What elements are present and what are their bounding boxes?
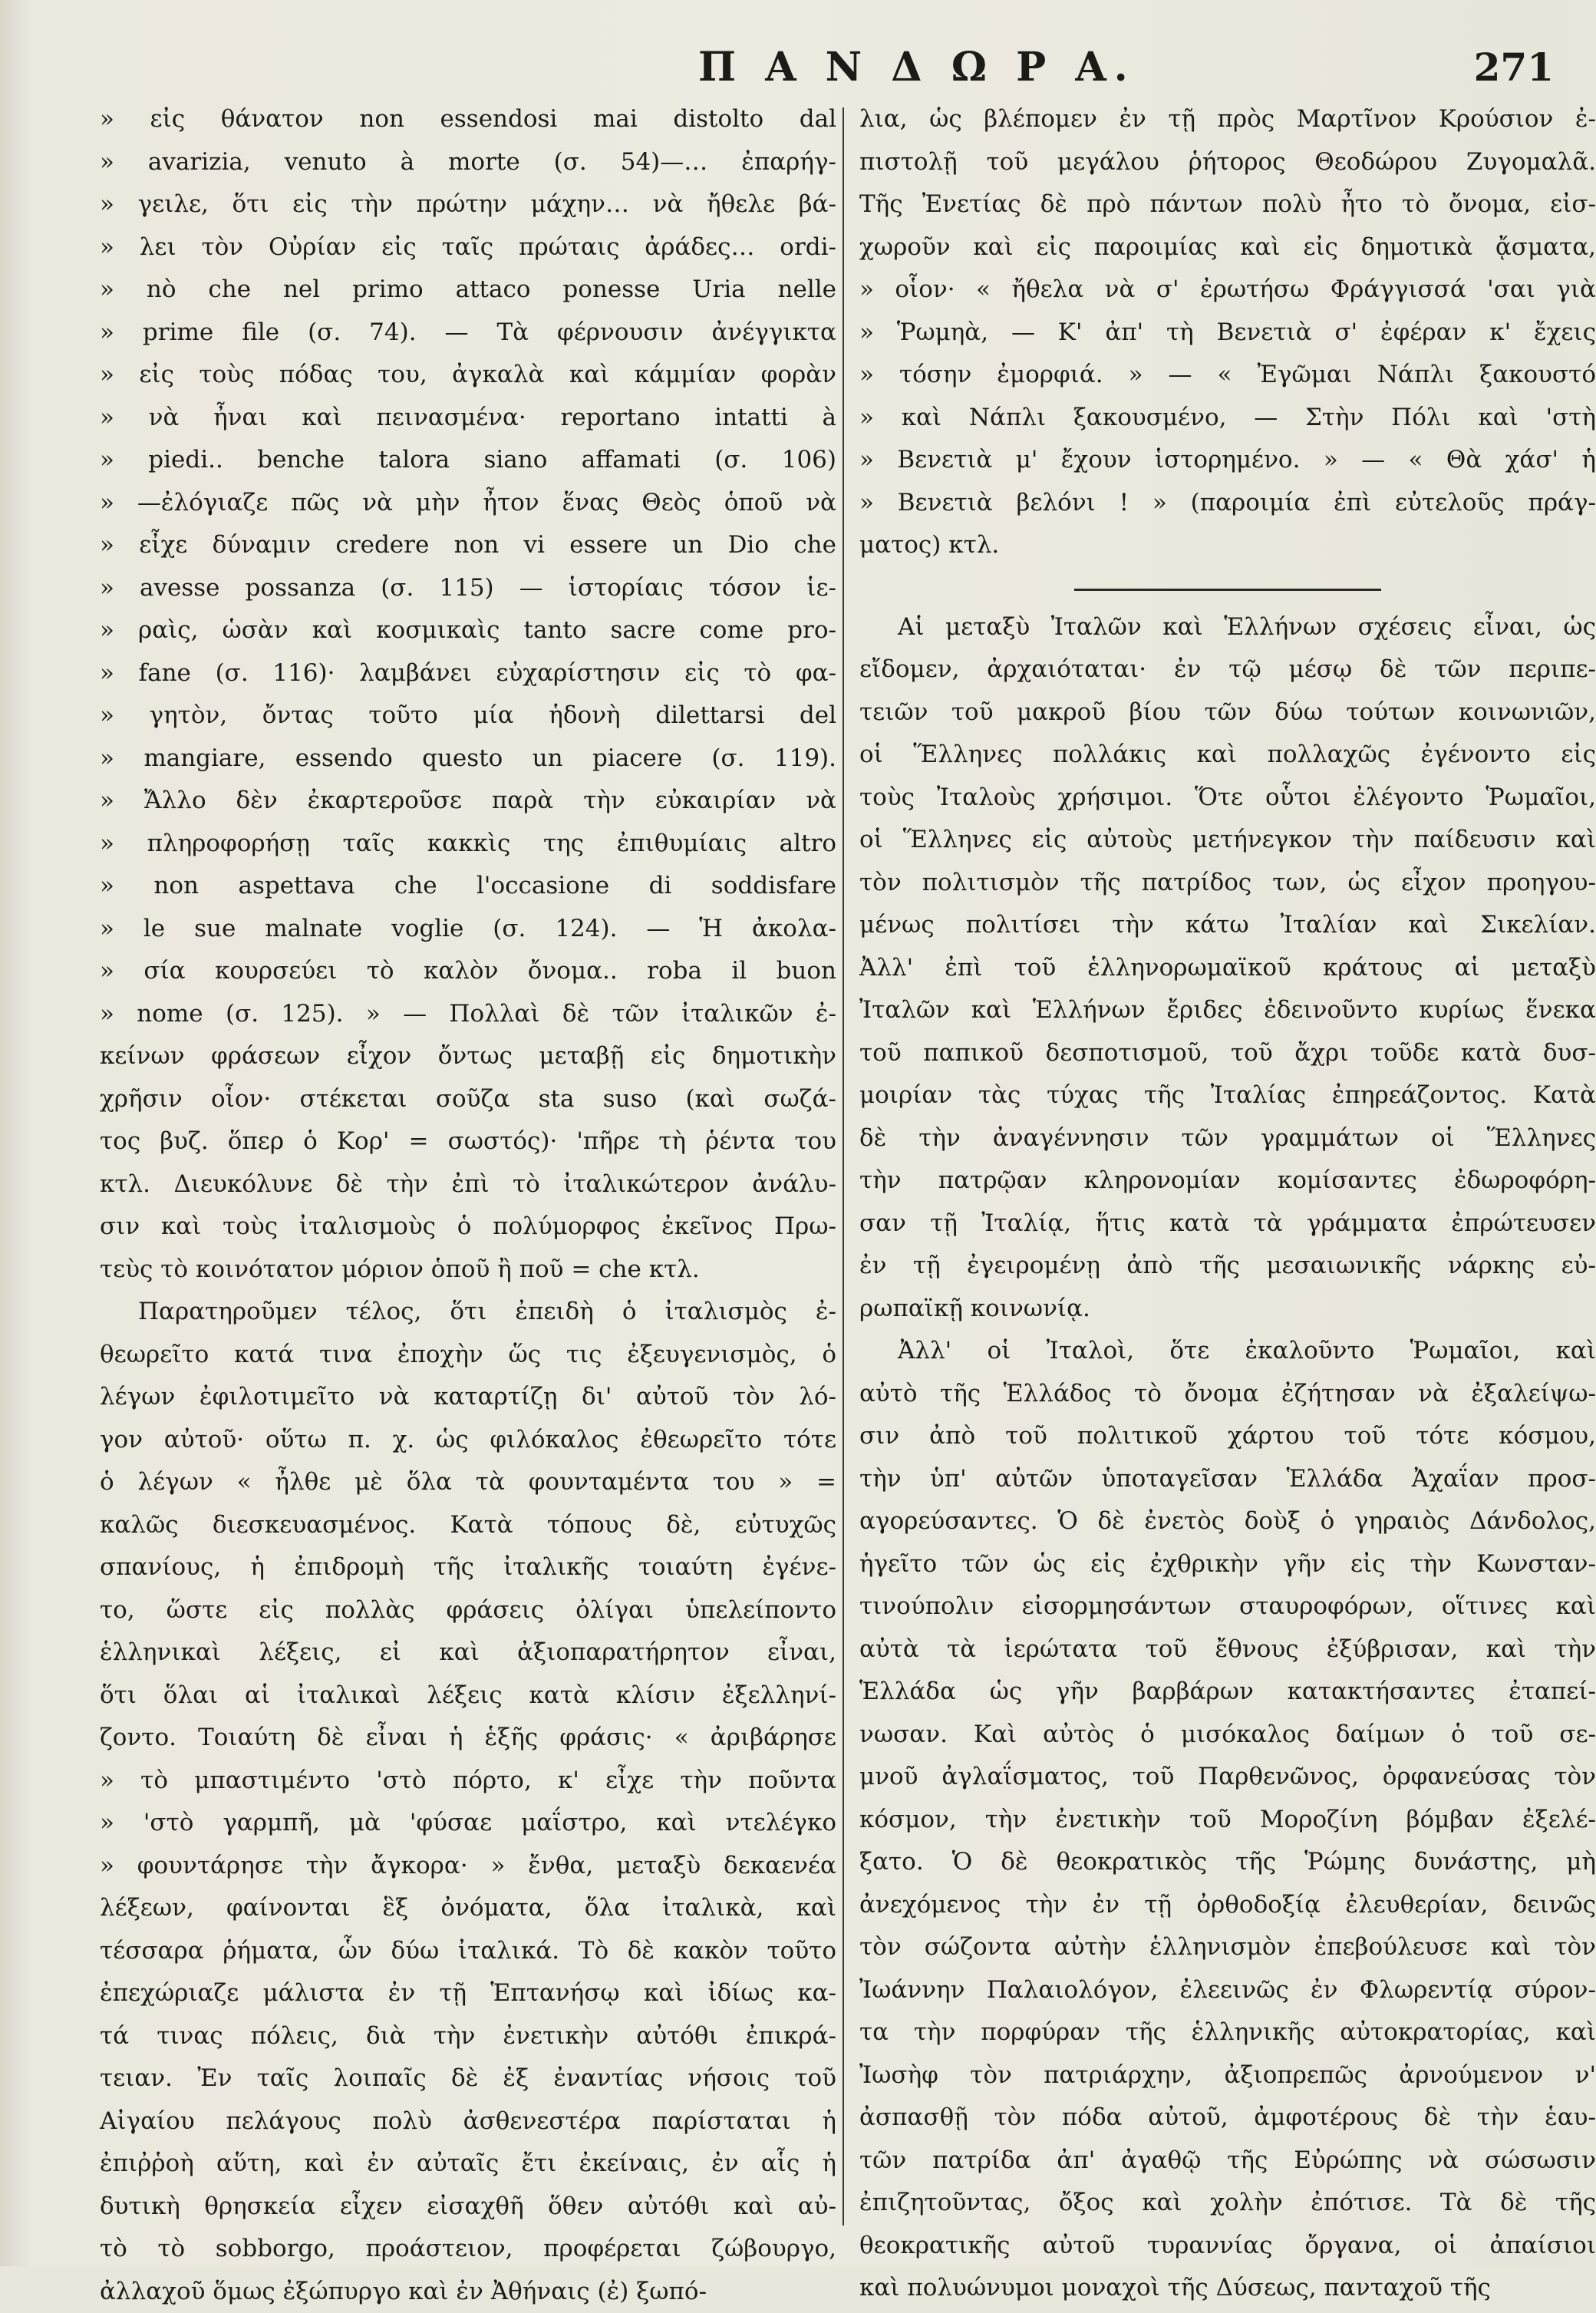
text-line: ἑλληνικαὶ λέξεις, εἰ καὶ ἀξιοπαρατήρητον εἶναι, — [100, 1632, 836, 1675]
text-line: » fane (σ. 116)· λαμβάνει εὐχαρίστησιν εἰς τὸ φα- — [100, 652, 836, 695]
text-line: λέξεων, φαίνονται ἓξ ὀνόματα, ὅλα ἰταλικὰ, καὶ — [100, 1887, 836, 1930]
text-line: » καὶ Νάπλι ξακουσμένο, — Στὴν Πόλι καὶ 'στὴ — [859, 397, 1596, 440]
text-line: » nò che nel primo attaco ponesse Uria nelle — [100, 269, 836, 312]
left-column — [100, 98, 836, 2247]
text-line: ἐπεχώριαζε μάλιστα ἐν τῇ Ἑπτανήσῳ καὶ ἰδίως κα- — [100, 1972, 836, 2015]
right-column-quote-block — [859, 98, 1596, 567]
text-line: » Βενετιὰ βελόνι ! » (παροιμία ἐπὶ εὐτελοῦς πράγ- — [859, 482, 1596, 525]
text-line: » prime file (σ. 74). — Τὰ φέρνουσιν ἀνέγγικτα — [100, 312, 836, 355]
text-line: ζοντο. Τοιαύτη δὲ εἶναι ἡ ἑξῆς φράσις· « ἀριβάρησε — [100, 1717, 836, 1760]
text-line: » avesse possanza (σ. 115) — ἱστορίαις τόσον ἱε- — [100, 567, 836, 610]
running-title: Π Α Ν Δ Ω Ρ Α. — [698, 37, 1136, 98]
text-line: τὴν ὑπ' αὐτῶν ὑποταγεῖσαν Ἑλλάδα Ἀχαΐαν προσ- — [859, 1458, 1596, 1501]
text-line: νωσαν. Καὶ αὐτὸς ὁ μισόκαλος δαίμων ὁ τοῦ σε- — [859, 1714, 1596, 1757]
text-line: » Ἄλλο δὲν ἐκαρτεροῦσε παρὰ τὴν εὐκαιρίαν νὰ — [100, 780, 836, 823]
text-line: αὐτὰ τὰ ἱερώτατα τοῦ ἔθνους ἐξύβρισαν, καὶ τὴν — [859, 1628, 1596, 1671]
section-separator-rule — [1074, 589, 1381, 591]
text-line: γον αὐτοῦ· οὕτω π. χ. ὡς φιλόκαλος ἐθεωρεῖτο τότε — [100, 1419, 836, 1462]
text-line: » νὰ ἦναι καὶ πεινασμένα· reportano intatti à — [100, 397, 836, 440]
text-line: χωροῦν καὶ εἰς παροιμίας καὶ εἰς δημοτικὰ ᾄσματα, — [859, 226, 1596, 269]
text-line: τεὺς τὸ κοινότατον μόριον ὁποῦ ἢ ποῦ = che κτλ. — [100, 1249, 836, 1292]
text-line: » 'στὸ γαρμπῆ, μὰ 'φύσαε μαΐστρο, καὶ ντελέγκο — [100, 1802, 836, 1845]
text-line: τοὺς Ἰταλοὺς χρήσιμοι. Ὅτε οὗτοι ἐλέγοντο Ῥωμαῖοι, — [859, 777, 1596, 820]
text-line: αὐτὸ τῆς Ἑλλάδος τὸ ὄνομα ἐζήτησαν νὰ ἐξαλείψω- — [859, 1373, 1596, 1416]
text-line: σαν τῇ Ἰταλίᾳ, ἥτις κατὰ τὰ γράμματα ἐπρώτευσεν — [859, 1203, 1596, 1246]
text-line: δυτικὴ θρησκεία εἶχεν εἰσαχθῆ ὅθεν αὐτόθι καὶ αὐ- — [100, 2186, 836, 2229]
text-line: » φουντάρησε τὴν ἄγκορα· » ἔνθα, μεταξὺ δεκαενέα — [100, 1845, 836, 1888]
text-line: Ἀλλ' οἱ Ἰταλοὶ, ὅτε ἐκαλοῦντο Ῥωμαῖοι, καὶ — [859, 1330, 1596, 1373]
text-line: κόσμον, τὴν ἐνετικὴν τοῦ Μοροζίνη βόμβαν ἐξελέ- — [859, 1799, 1596, 1842]
text-line: τά τινας πόλεις, διὰ τὴν ἐνετικὴν αὐτόθι ἐπικρά- — [100, 2015, 836, 2058]
text-line: ἡγεῖτο τῶν ὡς εἰς ἐχθρικὴν γῆν εἰς τὴν Κωνσταν- — [859, 1543, 1596, 1586]
text-line: » λει τὸν Οὐρίαν εἰς ταῖς πρώταις ἀράδες… ordi- — [100, 226, 836, 269]
text-line: » non aspettava che l'occasione di soddisfare — [100, 865, 836, 908]
text-line: » εἶχε δύναμιν credere non vi essere un Dio che — [100, 524, 836, 567]
text-line: τα τὴν πορφύραν τῆς ἑλληνικῆς αὐτοκρατορίας, καὶ — [859, 2011, 1596, 2054]
text-line: εἴδομεν, ἀρχαιόταται· ἐν τῷ μέσῳ δὲ τῶν περιπε- — [859, 648, 1596, 691]
text-line: » οἷον· « ἤθελα νὰ σ' ἐρωτήσω Φράγγισσά 'σαι γιὰ — [859, 269, 1596, 312]
text-line: τέσσαρα ῥήματα, ὧν δύω ἰταλικά. Τὸ δὲ κακὸν τοῦτο — [100, 1930, 836, 1973]
text-line: » πληροφορήσῃ ταῖς κακκὶς της ἐπιθυμίαις altro — [100, 823, 836, 866]
text-line: » εἰς θάνατον non essendosi mai distolto dal — [100, 98, 836, 141]
text-line: κτλ. Διευκόλυνε δὲ τὴν ἐπὶ τὸ ἰταλικώτερον ἀνάλυ- — [100, 1163, 836, 1206]
text-line: σπανίους, ἡ ἐπιδρομὴ τῆς ἰταλικῆς τοιαύτη ἐγένε- — [100, 1546, 836, 1589]
text-line: καλῶς διεσκευασμένος. Κατὰ τόπους δὲ, εὐτυχῶς — [100, 1504, 836, 1547]
text-line: θεοκρατικῆς αὐτοῦ τυραννίας ὄργανα, οἱ ἀπαίσιοι — [859, 2225, 1596, 2268]
text-line: » τόσην ἐμορφιά. » — « Ἐγῶμαι Νάπλι ξακουστό — [859, 354, 1596, 397]
text-line: ξατο. Ὁ δὲ θεοκρατικὸς τῆς Ῥώμης δυνάστης, μὴ — [859, 1841, 1596, 1884]
text-line: σιν καὶ τοὺς ἰταλισμοὺς ὁ πολύμορφος ἐκεῖνος Πρω- — [100, 1206, 836, 1249]
text-line: Ἑλλάδα ὡς γῆν βαρβάρων κατακτήσαντες ἐταπεί- — [859, 1671, 1596, 1714]
text-line: τειῶν τοῦ μακροῦ βίου τῶν δύω τούτων κοινωνιῶν, — [859, 691, 1596, 734]
text-line: » Βενετιὰ μ' ἔχουν ἱστορημένο. » — « Θὰ χάσ' ἡ — [859, 439, 1596, 482]
text-line: » le sue malnate voglie (σ. 124). — Ἡ ἀκολα- — [100, 908, 836, 951]
text-line: το, ὥστε εἰς πολλὰς φράσεις ὀλίγαι ὑπελείποντο — [100, 1589, 836, 1632]
text-line: τὸν πολιτισμὸν τῆς πατρίδος των, ὡς εἶχον προηγου- — [859, 862, 1596, 905]
text-line: τὴν πατρῷαν κληρονομίαν κομίσαντες ἐδωροφόρη- — [859, 1160, 1596, 1203]
text-line: ματος) κτλ. — [859, 524, 1596, 567]
text-line: πιστολῇ τοῦ μεγάλου ῥήτορος Θεοδώρου Ζυγομαλᾶ. — [859, 141, 1596, 184]
text-line: » ραὶς, ὡσὰν καὶ κοσμικαὶς tanto sacre come pro- — [100, 609, 836, 652]
text-line: » εἰς τοὺς πόδας του, ἀγκαλὰ καὶ κάμμίαν φορὰν — [100, 354, 836, 397]
text-line: αγορεύσαντες. Ὁ δὲ ἐνετὸς δοὺξ ὁ γηραιὸς Δάνδολος, — [859, 1500, 1596, 1543]
text-line: Αἱ μεταξὺ Ἰταλῶν καὶ Ἑλλήνων σχέσεις εἶναι, ὡς — [859, 606, 1596, 649]
text-line: δὲ τὴν ἀναγέννησιν τῶν γραμμάτων οἱ Ἕλληνες — [859, 1117, 1596, 1160]
page-number: 271 — [1474, 37, 1554, 98]
text-line: χρῆσιν οἷον· στέκεται σοῦζα sta suso (καὶ σωζά- — [100, 1078, 836, 1121]
text-line: κείνων φράσεων εἶχον ὄντως μεταβῇ εἰς δημοτικὴν — [100, 1035, 836, 1078]
text-line: » Ῥωμηὰ, — Κ' ἀπ' τὴ Βενετιὰ σ' ἐφέραν κ' ἔχεις — [859, 312, 1596, 355]
text-line: » mangiare, essendo questo un piacere (σ. 119). — [100, 737, 836, 780]
text-line: ἀνεχόμενος τὴν ἐν τῇ ὀρθοδοξίᾳ ἐλευθερίαν, δεινῶς — [859, 1884, 1596, 1927]
text-line: λέγων ἐφιλοτιμεῖτο νὰ καταρτίζῃ δι' αὐτοῦ τὸν λό- — [100, 1376, 836, 1419]
text-line: οἱ Ἕλληνες πολλάκις καὶ πολλαχῶς ἐγένοντο εἰς — [859, 734, 1596, 777]
text-line: καὶ πολυώνυμοι μοναχοὶ τῆς Δύσεως, πανταχοῦ τῆς — [859, 2267, 1596, 2310]
text-line: μένως πολιτίσει τὴν κάτω Ἰταλίαν καὶ Σικελίαν. — [859, 904, 1596, 947]
text-line: λια, ὡς βλέπομεν ἐν τῇ πρὸς Μαρτῖνον Κρούσιον ἐ- — [859, 98, 1596, 141]
text-line: ἐπιζητοῦντας, ὄξος καὶ χολὴν ἐπότισε. Τὰ δὲ τῆς — [859, 2182, 1596, 2225]
right-column-main-text — [859, 606, 1596, 2310]
text-line: Παρατηροῦμεν τέλος, ὅτι ἐπειδὴ ὁ ἰταλισμὸς ἐ- — [100, 1291, 836, 1334]
text-line: τινούπολιν εἰσορμησάντων σταυροφόρων, οἵτινες καὶ — [859, 1585, 1596, 1628]
text-line: ρωπαϊκῇ κοινωνίᾳ. — [859, 1288, 1596, 1331]
text-line: τειαν. Ἐν ταῖς λοιπαῖς δὲ ἐξ ἐναντίας νήσοις τοῦ — [100, 2057, 836, 2100]
text-line: τὸν σώζοντα αὐτὴν ἑλληνισμὸν ἐπεβούλευσε καὶ τὸν — [859, 1926, 1596, 1969]
text-line: » —ἐλόγιαζε πῶς νὰ μὴν ἦτον ἕνας Θεὸς ὁποῦ νὰ — [100, 482, 836, 525]
text-line: τὸ τὸ sobborgo, προάστειον, προφέρεται ζώβουργο, — [100, 2228, 836, 2271]
text-line: » σία κουρσεύει τὸ καλὸν ὄνομα.. roba il buon — [100, 950, 836, 993]
text-line: » avarizia, venuto à morte (σ. 54)—… ἐπαρήγ- — [100, 141, 836, 184]
text-line: ἐν τῇ ἐγειρομένῃ ἀπὸ τῆς μεσαιωνικῆς νάρκης εὐ- — [859, 1245, 1596, 1288]
column-divider — [843, 107, 844, 2226]
text-line: Ἰωάννην Παλαιολόγον, ἐλεεινῶς ἐν Φλωρεντίᾳ σύρον- — [859, 1969, 1596, 2012]
text-line: τος βυζ. ὅπερ ὁ Κορ' = σωστός)· 'πῆρε τὴ ῥέντα του — [100, 1120, 836, 1163]
text-line: θεωρεῖτο κατά τινα ἐποχὴν ὥς τις ἐξευγενισμὸς, ὁ — [100, 1334, 836, 1377]
text-line: μοιρίαν τὰς τύχας τῆς Ἰταλίας ἐπηρεάζοντος. Κατὰ — [859, 1074, 1596, 1117]
text-line: Αἰγαίου πελάγους πολὺ ἀσθενεστέρα παρίσταται ἡ — [100, 2100, 836, 2143]
text-line: οἱ Ἕλληνες εἰς αὐτοὺς μετήνεγκον τὴν παίδευσιν καὶ — [859, 819, 1596, 862]
text-line: » nome (σ. 125). » — Πολλαὶ δὲ τῶν ἰταλικῶν ἐ- — [100, 993, 836, 1036]
text-line: ὁ λέγων « ἦλθε μὲ ὅλα τὰ φουνταμέντα του » = — [100, 1461, 836, 1504]
text-line: Ἰταλῶν καὶ Ἑλλήνων ἔριδες ἐδεινοῦντο κυρίως ἕνεκα — [859, 989, 1596, 1032]
text-line: » τὸ μπαστιμέντο 'στὸ πόρτο, κ' εἶχε τὴν ποῦντα — [100, 1760, 836, 1803]
text-line: μνοῦ ἀγλαΐσματος, τοῦ Παρθενῶνος, ὀρφανεύσας τὸν — [859, 1756, 1596, 1799]
right-column — [859, 98, 1596, 2247]
text-line: Τῆς Ἐνετίας δὲ πρὸ πάντων πολὺ ἦτο τὸ ὄνομα, εἰσ- — [859, 183, 1596, 226]
text-line: σιν ἀπὸ τοῦ πολιτικοῦ χάρτου τοῦ τότε κόσμου, — [859, 1415, 1596, 1458]
text-line: » γητὸν, ὄντας τοῦτο μία ἡδονὴ dilettarsi del — [100, 695, 836, 737]
text-line: » γειλε, ὅτι εἰς τὴν πρώτην μάχην… νὰ ἤθελε βά- — [100, 183, 836, 226]
text-line: ἐπιῤῥοὴ αὕτη, καὶ ἐν αὐταῖς ἔτι ἐκείναις, ἐν αἷς ἡ — [100, 2143, 836, 2186]
text-line: Ἰωσὴφ τὸν πατριάρχην, ἀξιοπρεπῶς ἀρνούμενον ν' — [859, 2054, 1596, 2097]
text-line: τοῦ παπικοῦ δεσποτισμοῦ, τοῦ ἄχρι τοῦδε κατὰ δυσ- — [859, 1032, 1596, 1075]
text-line: ὅτι ὅλαι αἱ ἰταλικαὶ λέξεις κατὰ κλίσιν ἐξελληνί- — [100, 1675, 836, 1717]
text-line: Ἀλλ' ἐπὶ τοῦ ἑλληνορωμαϊκοῦ κράτους αἱ μεταξὺ — [859, 947, 1596, 990]
text-line: ἀσπασθῇ τὸν πόδα αὐτοῦ, ἀμφοτέρους δὲ τὴν ἑαυ- — [859, 2097, 1596, 2140]
text-line: » piedi.. benche talora siano affamati (σ. 106) — [100, 439, 836, 482]
text-line: ἀλλαχοῦ ὅμως ἐξώπυργο καὶ ἐν Ἀθήναις (ἐ) ξωπό- — [100, 2271, 836, 2313]
page-header — [0, 37, 1572, 98]
text-line: τῶν πατρίδα ἀπ' ἀγαθῷ τῆς Εὐρώπης νὰ σώσωσιν — [859, 2140, 1596, 2183]
